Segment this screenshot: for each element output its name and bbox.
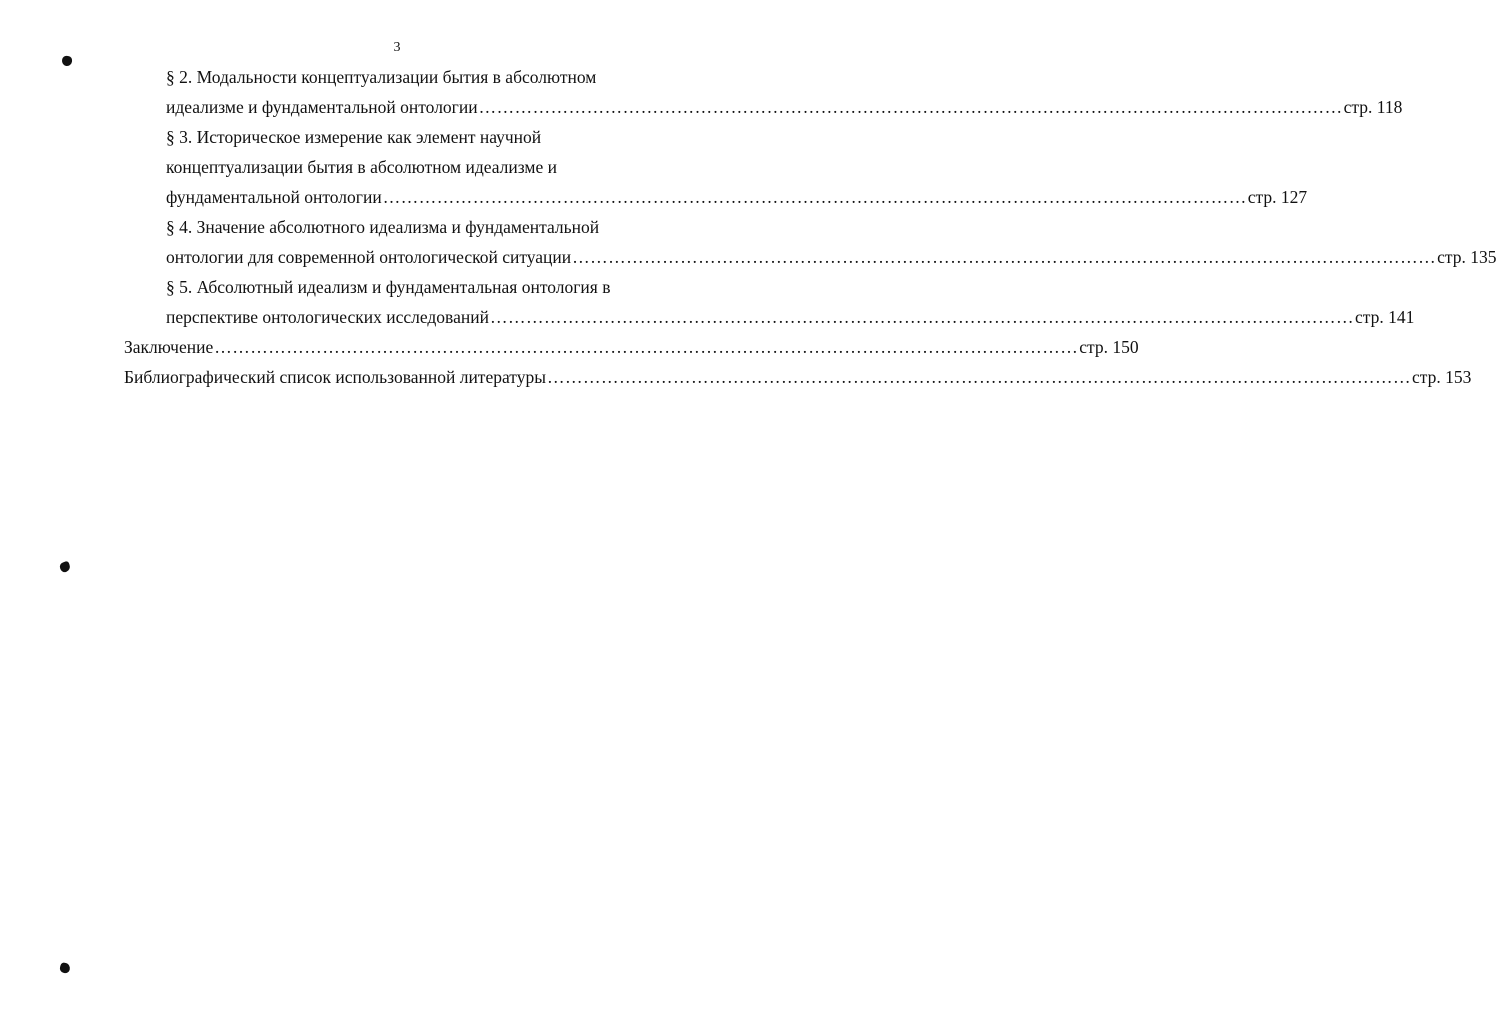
dot-leader: ……………………………………………………………………………………………………………………………… <box>478 97 1343 117</box>
toc-section-3-title-cont: концептуализации бытия в абсолютном идеализме и <box>166 157 557 177</box>
dot-leader: ……………………………………………………………………………………………………………………………… <box>382 187 1247 207</box>
dot-leader: ……………………………………………………………………………………………………………………………… <box>546 367 1411 387</box>
toc-bibliography-page: стр. 153 <box>1411 367 1472 387</box>
toc-section-4-title: § 4. Значение абсолютного идеализма и фундаментальной <box>166 217 600 237</box>
toc-section-3-title-end: фундаментальной онтологии <box>166 187 382 207</box>
toc-section-2-title: § 2. Модальности концептуализации бытия в абсолютном <box>166 67 597 87</box>
toc-section-4-page: стр. 135 <box>1437 247 1497 267</box>
dot-leader: ……………………………………………………………………………………………………………………………… <box>214 337 1079 357</box>
toc-section-2-title-cont: идеализме и фундаментальной онтологии <box>166 97 478 117</box>
toc-conclusion-title: Заключение <box>124 337 214 357</box>
toc-section-5-page: стр. 141 <box>1354 307 1415 327</box>
toc-section-5-title-cont: перспективе онтологических исследований <box>166 307 489 327</box>
toc-section-3-title: § 3. Историческое измерение как элемент научной <box>166 127 542 147</box>
toc-bibliography-title: Библиографический список использованной литературы <box>124 367 546 387</box>
toc-section-3-entry <box>166 186 1308 208</box>
dot-leader: ……………………………………………………………………………………………………………………………… <box>572 247 1437 267</box>
toc-section-5-title: § 5. Абсолютный идеализм и фундаментальная онтология в <box>166 277 611 297</box>
scan-artifact-mark <box>59 561 72 574</box>
toc-conclusion-entry <box>124 336 1139 358</box>
page-number: 3 <box>393 40 401 55</box>
dot-leader: ……………………………………………………………………………………………………………………………… <box>489 307 1354 327</box>
toc-section-2-page: стр. 118 <box>1343 97 1403 117</box>
toc-conclusion-page: стр. 150 <box>1079 337 1139 357</box>
scan-artifact-mark <box>61 55 72 66</box>
toc-section-5-entry <box>166 306 1415 328</box>
toc-bibliography-entry <box>124 366 1472 388</box>
toc-section-2-entry <box>166 96 1403 118</box>
scan-artifact-mark <box>59 962 71 974</box>
toc-section-4-title-cont: онтологии для современной онтологической ситуации <box>166 247 572 267</box>
toc-section-3-page: стр. 127 <box>1247 187 1308 207</box>
toc-section-4-entry <box>166 246 1497 268</box>
